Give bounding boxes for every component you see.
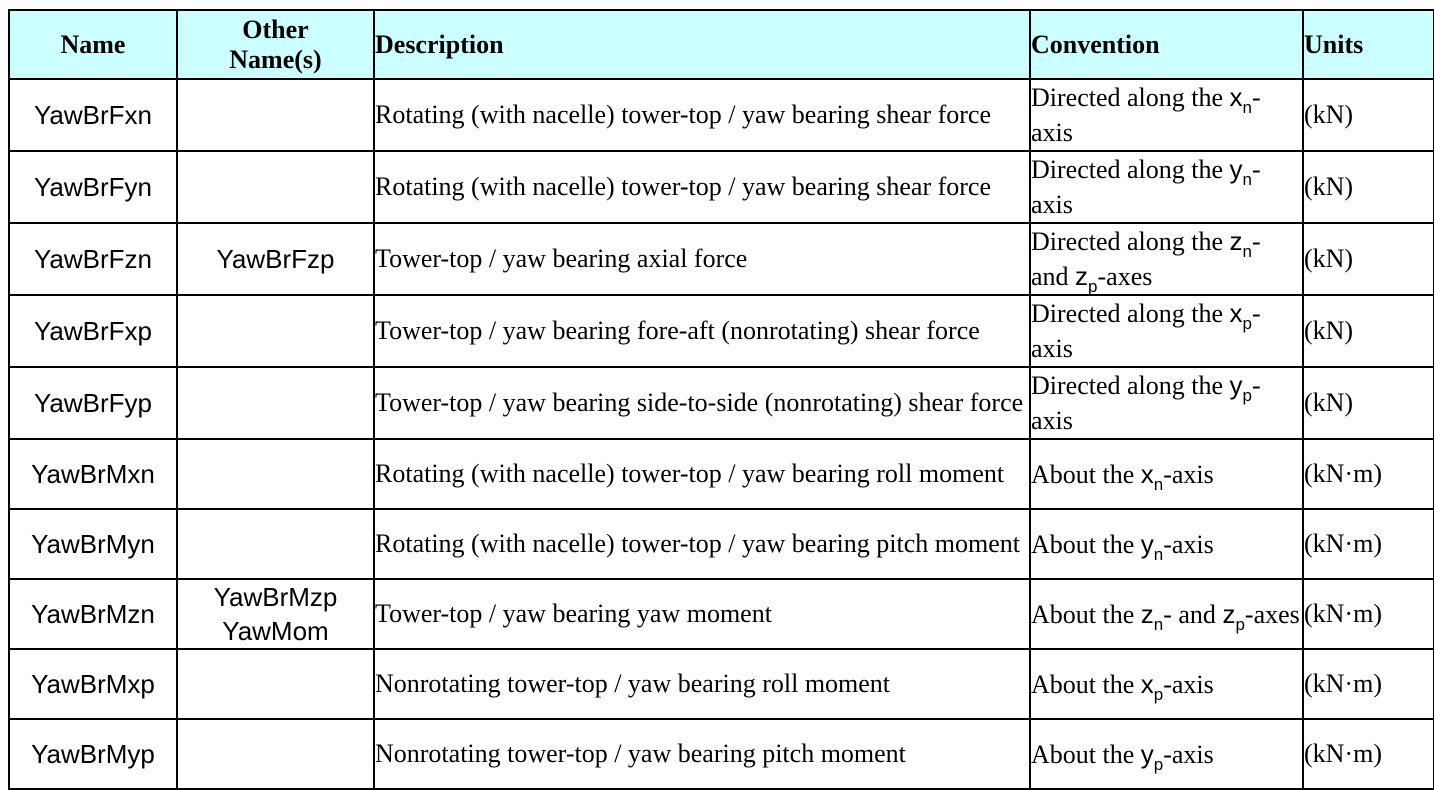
table-row: [9, 367, 1434, 439]
parameter-name: YawBrMxn: [9, 439, 177, 509]
other-names: [177, 151, 374, 223]
other-names: [177, 79, 374, 151]
parameter-description: Rotating (with nacelle) tower-top / yaw bearing roll moment: [374, 439, 1030, 509]
parameter-convention: About the $x_p$-axis: [1030, 649, 1303, 719]
table-row: [9, 223, 1434, 295]
parameter-description: Rotating (with nacelle) tower-top / yaw bearing shear force: [374, 151, 1030, 223]
parameter-convention: Directed along the $x_p$-axis: [1030, 295, 1303, 367]
table-row: [9, 151, 1434, 223]
parameter-name: YawBrMyn: [9, 509, 177, 579]
parameter-description: Nonrotating tower-top / yaw bearing pitch moment: [374, 719, 1030, 789]
table-row: [9, 579, 1434, 649]
other-names: [177, 509, 374, 579]
axis-symbol: z: [1140, 598, 1154, 629]
table-row: [9, 509, 1434, 579]
axis-subscript: n: [1242, 242, 1252, 261]
parameter-name: YawBrFyn: [9, 151, 177, 223]
table-row: [9, 79, 1434, 151]
axis-symbol: x: [1229, 298, 1243, 328]
axis-symbol: z: [1229, 226, 1243, 256]
other-names: [177, 579, 374, 649]
parameter-description: Tower-top / yaw bearing yaw moment: [374, 579, 1030, 649]
axis-subscript: n: [1242, 98, 1252, 117]
parameter-name: YawBrMzn: [9, 579, 177, 649]
parameter-units: (kN·m): [1303, 579, 1434, 649]
output-parameters-table: [8, 9, 1434, 790]
parameter-description: Rotating (with nacelle) tower-top / yaw bearing pitch moment: [374, 509, 1030, 579]
table-body: [9, 79, 1434, 789]
axis-subscript: n: [1153, 614, 1164, 634]
parameter-convention: Directed along the $x_n$-axis: [1030, 79, 1303, 151]
parameter-units: (kN): [1303, 223, 1434, 295]
parameter-convention: About the $z_n-$ and $z_p$-axes: [1030, 579, 1303, 649]
parameter-units: (kN·m): [1303, 649, 1434, 719]
parameter-description: Rotating (with nacelle) tower-top / yaw bearing shear force: [374, 79, 1030, 151]
axis-subscript: p: [1235, 614, 1245, 634]
header-other-line2: Name(s): [229, 44, 322, 74]
header-convention: Convention: [1030, 10, 1303, 79]
parameter-units: (kN): [1303, 295, 1434, 367]
header-row: [9, 10, 1434, 79]
axis-subscript: p: [1153, 684, 1164, 704]
axis-symbol: y: [1140, 528, 1154, 559]
header-description: Description: [374, 10, 1030, 79]
parameter-units: (kN): [1303, 79, 1434, 151]
parameter-convention: About the $y_p$-axis: [1030, 719, 1303, 789]
table-row: [9, 439, 1434, 509]
axis-subscript: n: [1153, 474, 1164, 494]
parameter-convention: About the $x_n$-axis: [1030, 439, 1303, 509]
axis-subscript: p: [1242, 314, 1252, 333]
parameter-name: YawBrFyp: [9, 367, 177, 439]
axis-subscript: p: [1153, 754, 1164, 774]
parameter-description: Nonrotating tower-top / yaw bearing roll moment: [374, 649, 1030, 719]
header-other-line1: Other: [242, 14, 309, 44]
other-names: [177, 295, 374, 367]
parameter-convention: Directed along the $z_n-$ and $z_p$-axes: [1030, 223, 1303, 295]
other-names: [177, 439, 374, 509]
other-names: [177, 223, 374, 295]
axis-symbol: x: [1140, 458, 1154, 489]
parameter-units: (kN): [1303, 151, 1434, 223]
parameter-description: Tower-top / yaw bearing side-to-side (nonrotating) shear force: [374, 367, 1030, 439]
table-row: [9, 295, 1434, 367]
other-names: [177, 367, 374, 439]
parameter-units: (kN): [1303, 367, 1434, 439]
parameter-units: (kN·m): [1303, 439, 1434, 509]
other-names: [177, 719, 374, 789]
other-name: YawMom: [222, 616, 329, 646]
parameter-units: (kN·m): [1303, 509, 1434, 579]
parameter-description: Tower-top / yaw bearing fore-aft (nonrotating) shear force: [374, 295, 1030, 367]
header-name: Name: [9, 10, 177, 79]
header-other-names: [177, 10, 374, 79]
header-units: Units: [1303, 10, 1434, 79]
axis-symbol: x: [1229, 82, 1243, 112]
parameter-convention: Directed along the $y_n$-axis: [1030, 151, 1303, 223]
other-names: [177, 649, 374, 719]
other-name: YawBrFzp: [216, 244, 335, 274]
axis-subscript: n: [1153, 544, 1164, 564]
axis-symbol: y: [1140, 738, 1154, 769]
parameter-convention: About the $y_n$-axis: [1030, 509, 1303, 579]
parameter-name: YawBrFxp: [9, 295, 177, 367]
table-row: [9, 649, 1434, 719]
parameter-name: YawBrMxp: [9, 649, 177, 719]
parameter-units: (kN·m): [1303, 719, 1434, 789]
axis-symbol: z: [1222, 598, 1236, 629]
axis-symbol: y: [1229, 154, 1243, 184]
axis-symbol: y: [1229, 370, 1243, 400]
other-name: YawBrMzp: [213, 582, 338, 612]
parameter-name: YawBrFxn: [9, 79, 177, 151]
axis-symbol: z: [1075, 261, 1089, 291]
parameter-description: Tower-top / yaw bearing axial force: [374, 223, 1030, 295]
parameter-convention: Directed along the $y_p$-axis: [1030, 367, 1303, 439]
axis-subscript: p: [1088, 277, 1098, 296]
table-row: [9, 719, 1434, 789]
axis-subscript: n: [1242, 170, 1252, 189]
axis-symbol: x: [1140, 668, 1154, 699]
axis-subscript: p: [1242, 386, 1252, 405]
table-header: [9, 10, 1434, 79]
parameter-name: YawBrMyp: [9, 719, 177, 789]
parameter-name: YawBrFzn: [9, 223, 177, 295]
